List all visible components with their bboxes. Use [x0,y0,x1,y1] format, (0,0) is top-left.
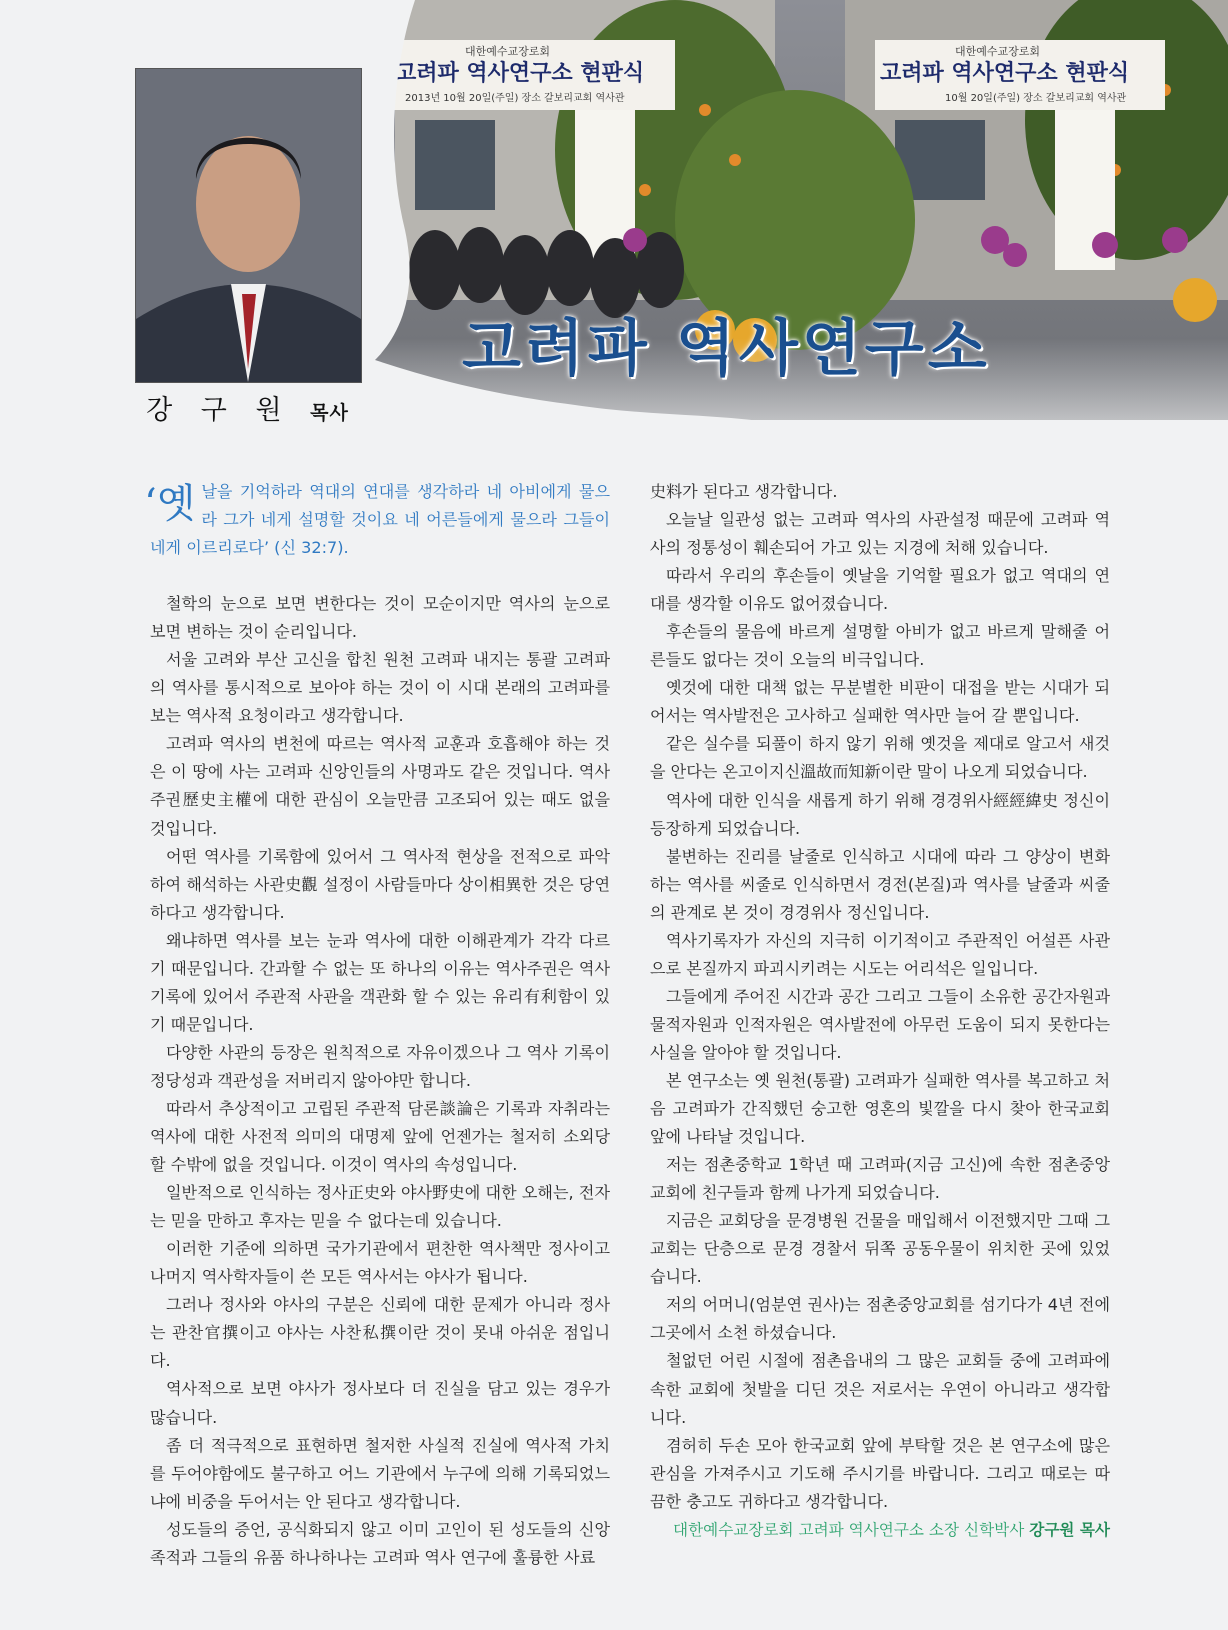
paragraph: 후손들의 물음에 바르게 설명할 아비가 없고 바르게 말해줄 어른들도 없다는 것이 오늘의 비극입니다. [650,622,1110,670]
verse-text: 날을 기억하라 역대의 연대를 생각하라 네 아비에게 물으라 그가 네게 설명할 것이요 네 어른들에게 물으라 그들이 네게 이르리로다’ (신 32:7). [150,482,610,558]
paragraph: 그들에게 주어진 시간과 공간 그리고 그들이 소유한 공간자원과 물적자원과 인적자원은 역사발전에 아무런 도움이 되지 못한다는 사실을 알아야 할 것입니다. [650,986,1110,1062]
paragraph: 그러나 정사와 야사의 구분은 신뢰에 대한 문제가 아니라 정사는 관찬官撰이고 야사는 사찬私撰이란 것이 못내 아쉬운 점입니다. [150,1295,610,1371]
paragraph: 겸허히 두손 모아 한국교회 앞에 부탁할 것은 본 연구소에 많은 관심을 가져주시고 기도해 주시기를 바랍니다. 그리고 때로는 따끔한 충고도 귀하다고 생각합니다. [650,1435,1110,1511]
right-continuation: 史料가 된다고 생각합니다. [650,482,838,501]
right-paragraphs [650,506,1110,1516]
paragraph: 이러한 기준에 의하면 국가기관에서 편찬한 역사책만 정사이고 나머지 역사학자들이 쓴 모든 역사서는 야사가 됩니다. [150,1239,610,1287]
paragraph: 본 연구소는 옛 원천(통괄) 고려파가 실패한 역사를 복고하고 처음 고려파가 간직했던 숭고한 영혼의 빛깔을 다시 찾아 한국교회 앞에 나타날 것입니다. [650,1070,1110,1147]
paragraph: 역사적으로 보면 야사가 정사보다 더 진실을 담고 있는 경우가 많습니다. [150,1379,610,1427]
author-name [135,388,360,427]
paragraph: 저의 어머니(엄분연 권사)는 점촌중앙교회를 섬기다가 4년 전에 그곳에서 소천 하셨습니다. [650,1295,1110,1343]
paragraph: 철없던 어린 시절에 점촌읍내의 그 많은 교회들 중에 고려파에 속한 교회에 첫발을 디딘 것은 저로서는 우연이 아니라고 생각합니다. [650,1351,1110,1427]
page-title: 고려파 역사연구소 [462,313,991,384]
signature-org: 대한예수교장로회 고려파 역사연구소 소장 신학박사 [673,1521,1025,1539]
paragraph: 옛것에 대한 대책 없는 무분별한 비판이 대접을 받는 시대가 되어서는 역사발전은 고사하고 실패한 역사만 늘어 갈 뿐입니다. [650,678,1110,726]
paragraph: 일반적으로 인식하는 정사正史와 야사野史에 대한 오해는, 전자는 믿을 만하고 후자는 믿을 수 없다는데 있습니다. [150,1183,610,1231]
paragraph: 좀 더 적극적으로 표현하면 철저한 사실적 진실에 역사적 가치를 두어야함에도 불구하고 어느 기관에서 누구에 의해 기록되었느냐에 비중을 두어서는 안 된다고 생각합니다. [150,1435,610,1511]
author-title: 목사 [310,402,349,424]
paragraph: 따라서 추상적이고 고립된 주관적 담론談論은 기록과 자취라는 역사에 대한 사전적 의미의 대명제 앞에 언젠가는 철저히 소외당할 수밖에 없을 것입니다. 이것이 역사의 속성입니다. [150,1098,610,1175]
paragraph: 어떤 역사를 기록함에 있어서 그 역사적 현상을 전적으로 파악하여 해석하는 사관史觀 설정이 사람들마다 상이相異한 것은 당연하다고 생각합니다. [150,846,610,922]
paragraph: 저는 점촌중학교 1학년 때 고려파(지금 고신)에 속한 점촌중앙교회에 친구들과 함께 나가게 되었습니다. [650,1155,1110,1203]
paragraph: 성도들의 증언, 공식화되지 않고 이미 고인이 된 성도들의 신앙족적과 그들의 유품 하나하나는 고려파 역사 연구에 훌륭한 사료 [150,1519,610,1567]
paragraph: 서울 고려와 부산 고신을 합친 원천 고려파 내지는 통괄 고려파의 역사를 통시적으로 보아야 하는 것이 이 시대 본래의 고려파를 보는 역사적 요청이라고 생각합니다. [150,650,610,726]
paragraph: 철학의 눈으로 보면 변한다는 것이 모순이지만 역사의 눈으로 보면 변하는 것이 순리입니다. [150,594,610,642]
signature-name: 강구원 목사 [1029,1521,1110,1539]
left-paragraphs [150,590,610,1572]
paragraph: 같은 실수를 되풀이 하지 않기 위해 옛것을 제대로 알고서 새것을 안다는 온고이지신溫故而知新이란 말이 나오게 되었습니다. [650,734,1110,782]
paragraph: 왜냐하면 역사를 보는 눈과 역사에 대한 이해관계가 각각 다르기 때문입니다. 간과할 수 없는 또 하나의 이유는 역사주권은 역사기록에 있어서 주관적 사관을 객관화 할 수 있는 유리有利함이 있기 때문입니다. [150,930,610,1034]
author-portrait [135,68,362,383]
article-column-left [144,478,610,1572]
drop-cap: ‘옛 [144,481,196,527]
paragraph: 오늘날 일관성 없는 고려파 역사의 사관설정 때문에 고려파 역사의 정통성이 훼손되어 가고 있는 지경에 처해 있습니다. [650,510,1110,558]
signature [650,1518,1110,1540]
paragraph: 지금은 교회당을 문경병원 건물을 매입해서 이전했지만 그때 그 교회는 단층으로 문경 경찰서 뒤쪽 공동우물이 위치한 곳에 있었습니다. [650,1211,1110,1287]
paragraph: 불변하는 진리를 날줄로 인식하고 시대에 따라 그 양상이 변화하는 역사를 씨줄로 인식하면서 경전(본질)과 역사를 날줄과 씨줄의 관계로 본 것이 경경위사 정신입니다. [650,846,1110,922]
paragraph: 따라서 우리의 후손들이 옛날을 기억할 필요가 없고 역대의 연대를 생각할 이유도 없어졌습니다. [650,566,1110,614]
paragraph: 역사기록자가 자신의 지극히 이기적이고 주관적인 어설픈 사관으로 본질까지 파괴시키려는 시도는 어리석은 일입니다. [650,930,1110,978]
opening-verse [144,478,610,562]
paragraph: 역사에 대한 인식을 새롭게 하기 위해 경경위사經經緯史 정신이 등장하게 되었습니다. [650,790,1110,838]
author-name-text: 강 구 원 [146,395,292,426]
paragraph: 고려파 역사의 변천에 따르는 역사적 교훈과 호흡해야 하는 것은 이 땅에 사는 고려파 신앙인들의 사명과도 같은 것입니다. 역사주권歷史主權에 대한 관심이 오늘만큼 고조되어 있는 때도 없을 것입니다. [150,734,610,838]
paragraph: 다양한 사관의 등장은 원칙적으로 자유이겠으나 그 역사 기록이 정당성과 객관성을 저버리지 않아야만 합니다. [150,1042,610,1090]
header-photo [375,0,1228,470]
article-column-right [650,478,1110,1516]
